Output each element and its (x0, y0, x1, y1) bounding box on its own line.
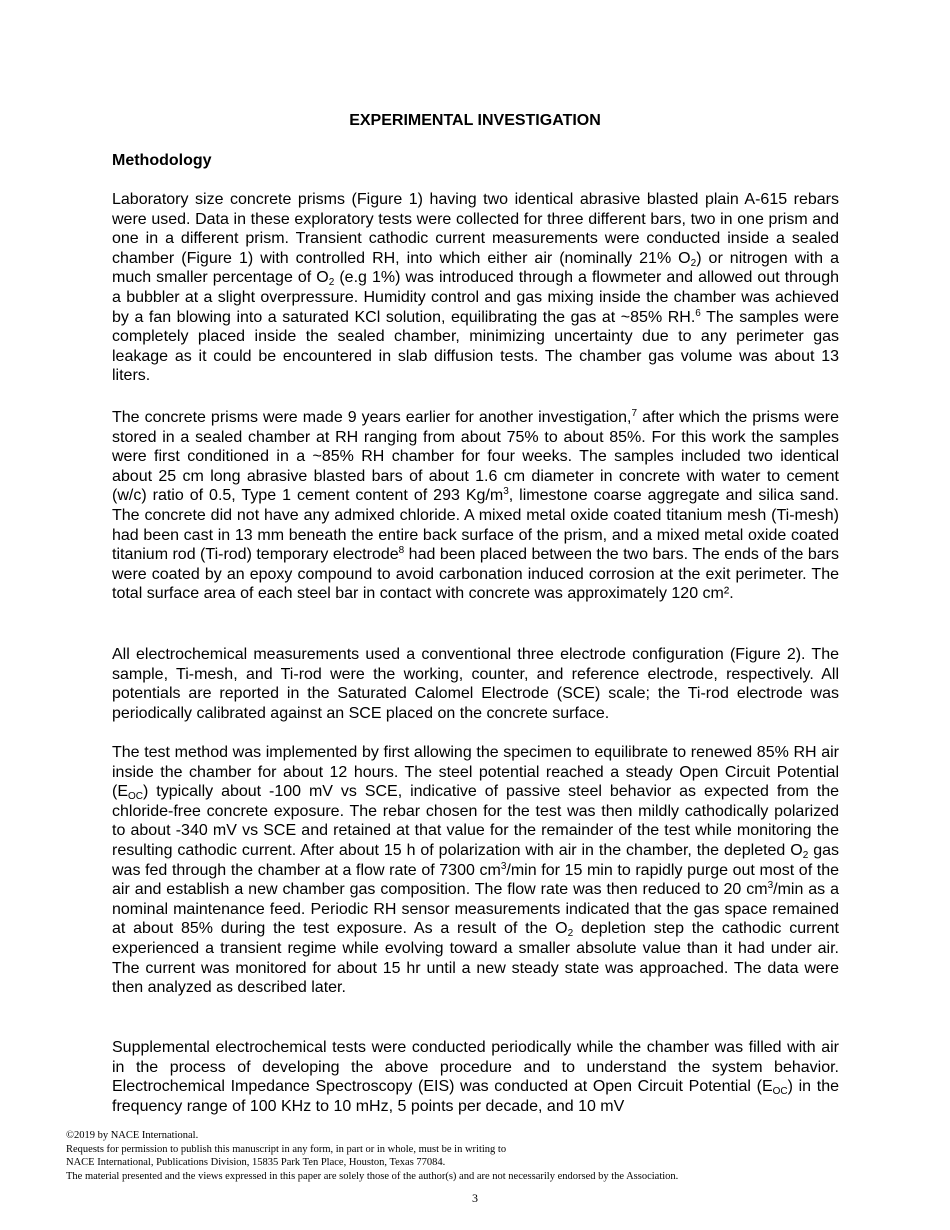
subscript: OC (128, 791, 143, 803)
text-run: The samples were completely placed inside the sealed chamber, minimizing uncertainty due to any perimeter gas leakage as it could be encountered in slab diffusion tests. The chamber gas volume was about 13 liters. (112, 308, 839, 385)
text-run: after which the prisms were stored in a sealed chamber at RH ranging from about 75% to about 85%. For this work the samples were first conditioned in a ~85% RH chamber for four weeks. The samples included two identical about 25 cm long abrasive blasted bars of about 1.6 cm diameter in concrete with water to cement (w/c) ratio of 0.5, Type 1 cement content of 293 Kg/m (112, 409, 840, 505)
subsection-title: Methodology (112, 152, 212, 169)
page-number: 3 (472, 1191, 478, 1205)
paragraph-test-method (112, 743, 839, 998)
section-title: EXPERIMENTAL INVESTIGATION (349, 112, 601, 129)
superscript: 8 (398, 545, 405, 557)
text-run: ) in the frequency range of 100 KHz to 10 mHz, 5 points per decade, and 10 mV (112, 1078, 839, 1115)
subscript: 2 (567, 928, 574, 940)
paragraph-methodology-setup (112, 190, 839, 386)
paragraph-electrode-configuration (112, 645, 839, 723)
text-run: depletion step the cathodic current experienced a transient regime while evolving toward a smaller absolute value than it had under air. The current was monitored for about 15 hr until a new steady state was approached. The data were then analyzed as described later. (112, 920, 840, 997)
paragraph-concrete-prisms (112, 408, 839, 604)
subscript: 2 (690, 257, 697, 269)
text-run: The concrete prisms were made 9 years earlier for another investigation, (112, 409, 632, 426)
footer-permission-line: Requests for permission to publish this manuscript in any form, in part or in whole, must be in writing to (66, 1143, 507, 1155)
text-run: gas was fed through the chamber at a flow rate of 7300 cm (112, 841, 839, 879)
text-run: The test method was implemented by first allowing the specimen to equilibrate to renewed 85% RH air inside the chamber for about 12 hours. The steel potential reached a steady Open Circuit Potential (E (112, 744, 839, 801)
superscript: 3 (500, 860, 507, 872)
superscript: 7 (631, 408, 638, 419)
text-run: Supplemental electrochemical tests were conducted periodically while the chamber was filled with air in the process of developing the above procedure and to understand the system behavior. Electrochemical Impedance Spectroscopy (EIS) was conducted at Open Circuit Potential (E (112, 1039, 839, 1096)
footer-address-line: NACE International, Publications Division, 15835 Park Ten Place, Houston, Texas 77084. (66, 1157, 446, 1168)
footer-copyright: ©2019 by NACE International. (66, 1130, 199, 1141)
text-run: , limestone coarse aggregate and silica sand. The concrete did not have any admixed chloride. A mixed metal oxide coated titanium mesh (Ti-mesh) had been cast in 13 mm beneath the entire back surface of the prism, and a mixed metal oxide coated titanium rod (Ti-rod) temporary electrode (112, 487, 839, 564)
text-run: ) or nitrogen with a much smaller percentage of O (112, 249, 839, 287)
subscript: 2 (328, 277, 335, 289)
footer-disclaimer: The material presented and the views expressed in this paper are solely those of the author(s) and are not necessarily endorsed by the Association. (66, 1170, 679, 1182)
superscript: 3 (767, 880, 774, 892)
text-run: /min for 15 min to rapidly purge out most of the air and establish a new chamber gas composition. The flow rate was then reduced to 20 cm (112, 861, 840, 899)
text-run: had been placed between the two bars. The ends of the bars were coated by an epoxy compound to avoid carbonation induced corrosion at the exit perimeter. The total surface area of each steel bar in contact with concrete was approximately 120 cm². (112, 546, 839, 603)
text-run: All electrochemical measurements used a conventional three electrode configuration (Figure 2). The sample, Ti-mesh, and Ti-rod were the working, counter, and reference electrode, respectively. All potentials are reported in the Saturated Calomel Electrode (SCE) scale; the Ti-rod electrode was periodically calibrated against an SCE placed on the concrete surface. (112, 646, 839, 722)
superscript: 6 (695, 307, 701, 319)
subscript: 2 (802, 849, 809, 861)
subscript: OC (772, 1086, 788, 1098)
text-run: Laboratory size concrete prisms (Figure 1) having two identical abrasive blasted plain A-615 rebars were used. Data in these exploratory tests were collected for three different bars, two in one prism and one in a different prism. Transient cathodic current measurements were conducted inside a sealed chamber (Figure 1) with controlled RH, into which either air (nominally 21% O (112, 191, 839, 267)
superscript: 3 (503, 486, 509, 498)
footer-notice (66, 1129, 886, 1183)
paragraph-supplemental-tests (112, 1038, 839, 1116)
text-run: (e.g 1%) was introduced through a flowmeter and allowed out through a bubbler at a slight overpressure. Humidity control and gas mixing inside the chamber was achieved by a fan blowing into a saturated KCl solution, equilibrating the gas at ~85% RH. (112, 269, 839, 326)
text-run: /min as a nominal maintenance feed. Periodic RH sensor measurements indicated that the gas space remained at about 85% during the test exposure. As a result of the O (112, 881, 839, 938)
text-run: ) typically about -100 mV vs SCE, indicative of passive steel behavior as expected from the chloride-free concrete exposure. The rebar chosen for the test was then mildly cathodically polarized to about -340 mV vs SCE and retained at that value for the remainder of the test while monitoring the resulting cathodic current. After about 15 h of polarization with air in the chamber, the depleted O (112, 783, 839, 859)
